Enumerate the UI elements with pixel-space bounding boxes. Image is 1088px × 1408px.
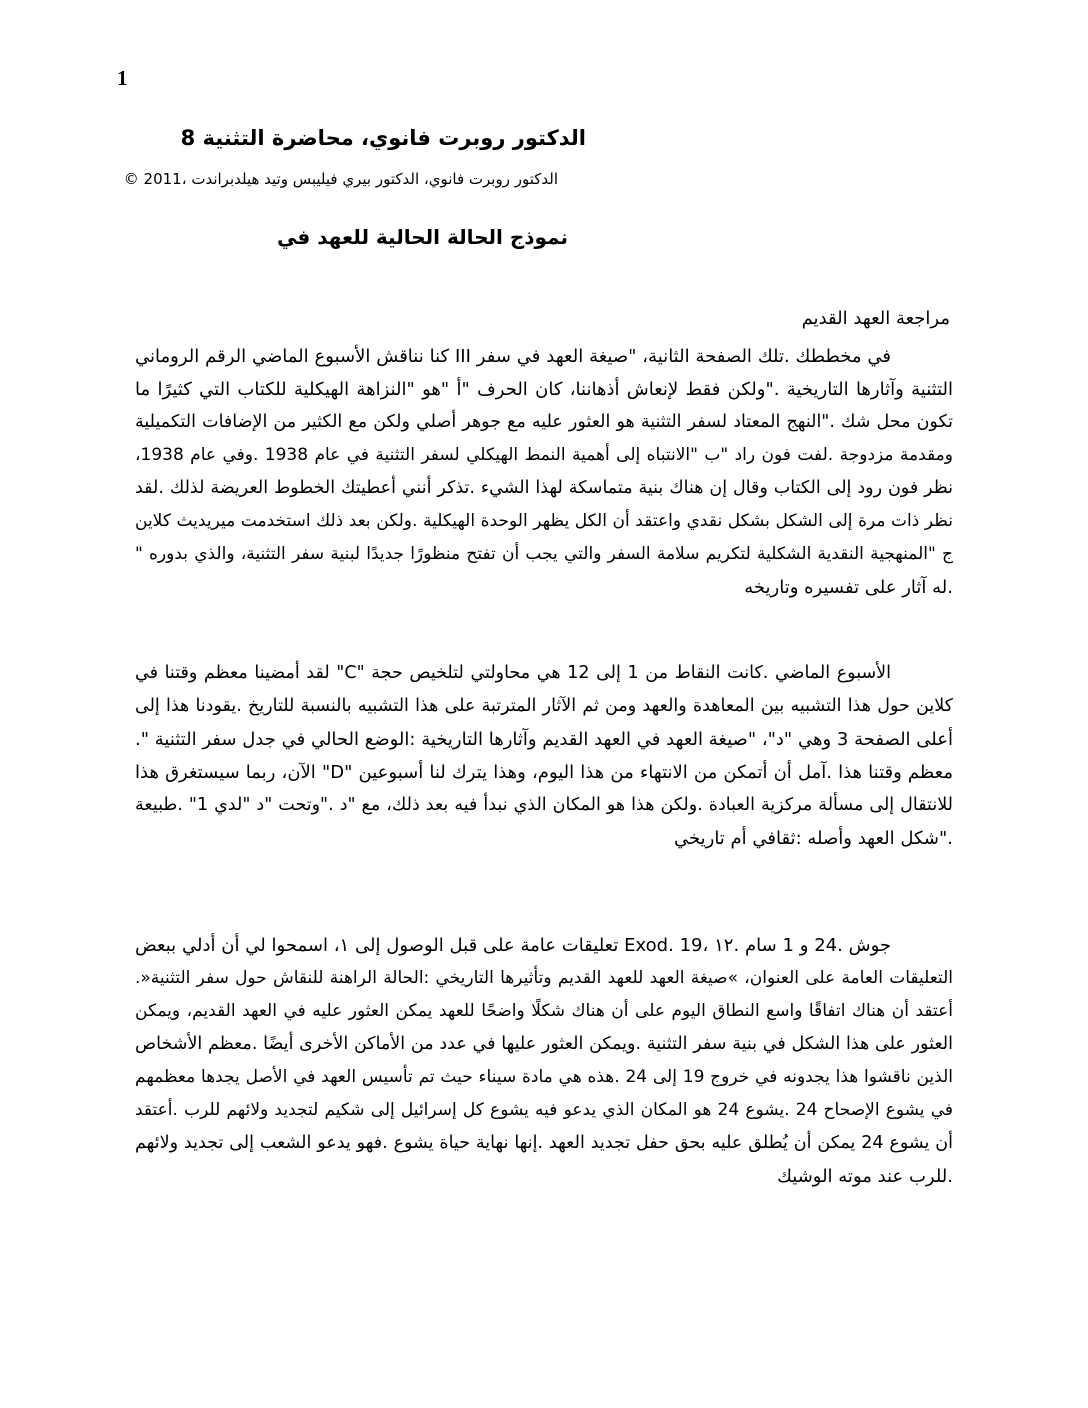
paragraph-line: نظر فون رود إلى الكتاب وقال إن هناك بنية متماسكة لهذا الشيء .تذكر أنني أعطيتك الخطوط العريضة لذلك .لقد [135,478,953,498]
paragraph-line: الذين ناقشوا هذا يجدونه في خروج 19 إلى 24 .هذه هي مادة سيناء حيث تم تأسيس العهد في الأصل يجدها معظمهم [135,1067,953,1087]
document-subtitle: نموذج الحالة الحالية للعهد في [276,225,568,249]
paragraph-line: أعلى الصفحة 3 وهي "د"، "صيغة العهد في العهد القديم وآثارها التاريخية :الوضع الحالي في جدل سفر التثنية ". [135,729,953,750]
paragraph-line: .له آثار على تفسيره وتاريخه [744,577,953,598]
paragraph-line: التثنية وآثارها التاريخية ."ولكن فقط لإنعاش أذهاننا، كان الحرف "أ "هو "النزاهة الهيكلية للكتاب التي كثيرًا ما [135,379,953,400]
paragraph [135,340,953,604]
paragraph-line: في يشوع الإصحاح 24 .يشوع 24 هو المكان الذي يدعو فيه يشوع كل إسرائيل إلى شكيم لتجديد ولائهم للرب .أعتقد [135,1100,954,1120]
paragraph-line: كلاين حول هذا التشبيه بين المعاهدة والعهد ومن ثم الآثار المترتبة على هذا التشبيه بالنسبة للتاريخ .يقودنا هذا إلى [135,696,953,716]
paragraph-line: معظم وقتنا هذا .آمل أن أتمكن من الانتهاء من هذا اليوم، وهذا يترك لنا أسبوعين "D" الآن، ربما سيستغرق هذا [135,762,953,783]
paragraph-line: أن يشوع 24 يمكن أن يُطلق عليه بحق حفل تجديد العهد .إنها نهاية حياة يشوع .فهو يدعو الشعب إلى تجديد ولائهم [135,1133,953,1153]
paragraph-line: نظر ذات مرة إلى الشكل بشكل نقدي واعتقد أن الكل يظهر الوحدة الهيكلية .ولكن بعد ذلك استخدمت ميريديث كلاين [135,511,953,531]
paragraph-line: في مخططك .تلك الصفحة الثانية، "صيغة العهد في سفر III كنا نناقش الأسبوع الماضي الرقم الروماني [135,346,892,367]
paragraph-line: .للرب عند موته الوشيك [777,1166,953,1187]
page-number: 1 [117,66,128,90]
paragraph-line: ومقدمة مزدوجة .لفت فون راد "ب "الانتباه إلى أهمية النمط الهيكلي لسفر التثنية في عام 1938 .وفي عام 1938، [135,445,953,465]
paragraph-line: الأسبوع الماضي .كانت النقاط من 1 إلى 12 هي محاولتي لتلخيص حجة "C" لقد أمضينا معظم وقتنا في [135,663,891,683]
copyright-line: الدكتور روبرت فانوي، الدكتور بيري فيليبس وتيد هيلدبراندت ،2011 © [123,170,558,188]
paragraph [135,657,953,855]
section-heading: مراجعة العهد القديم [801,308,950,329]
paragraph-line: العثور على هذا الشكل في بنية سفر التثنية .ويمكن العثور عليها في عدد من الأماكن الأخرى أيضًا .معظم الأشخاص [135,1034,953,1054]
paragraph-line: ."شكل العهد وأصله :ثقافي أم تاريخي [674,828,953,849]
paragraph-line: جوش .24 و 1 سام .١٢ ،19 .Exod تعليقات عامة على قبل الوصول إلى ١، اسمحوا لي أن أدلي ببعض [135,935,892,956]
paragraph-line: للانتقال إلى مسألة مركزية العبادة .ولكن هذا هو المكان الذي نبدأ فيه بعد ذلك، مع "د ."وتحت "د "لدي 1" .طبيعة [135,795,953,815]
paragraph [135,929,953,1193]
paragraph-line: ج "المنهجية النقدية الشكلية لتكريم سلامة السفر والتي يجب أن تفتح منظورًا جديدًا لبنية سفر التثنية، والذي بدوره " [135,544,953,564]
document-title: الدكتور روبرت فانوي، محاضرة التثنية 8 [180,126,586,150]
paragraph-line: أعتقد أن هناك اتفاقًا واسع النطاق اليوم على أن هناك شكلًا واضحًا للعهد يمكن العثور عليه في العهد القديم، ويمكن [135,1001,953,1021]
paragraph-line: التعليقات العامة على العنوان، »صيغة العهد للعهد القديم وتأثيرها التاريخي :الحالة الراهنة للنقاش حول سفر التثنية«. [135,968,953,988]
paragraph-line: تكون محل شك ."النهج المعتاد لسفر التثنية هو العثور عليه مع جوهر أصلي ولكن مع الكثير من الإضافات التكميلية [135,412,953,432]
